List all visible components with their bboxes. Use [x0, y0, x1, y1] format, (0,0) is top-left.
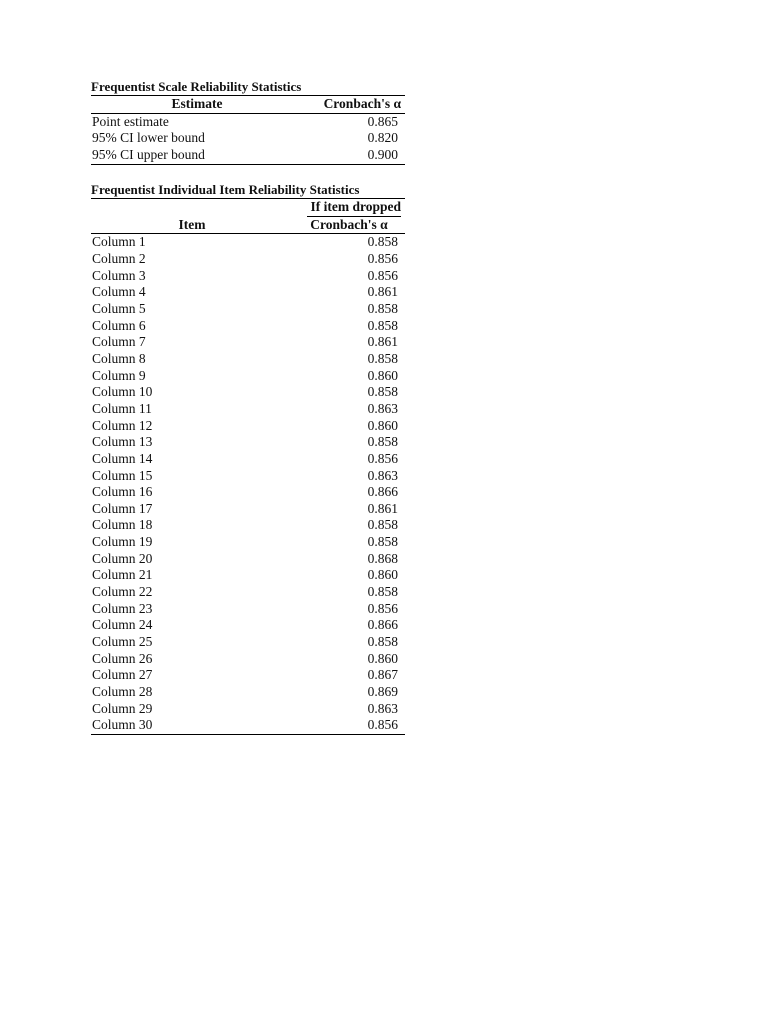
row-value: 0.865	[367, 113, 398, 129]
table-row	[91, 517, 405, 534]
row-value: 0.820	[367, 130, 398, 146]
item-label: Column 18	[92, 517, 153, 533]
table-row	[91, 234, 405, 251]
table-row	[91, 130, 405, 147]
item-alpha-value: 0.860	[367, 650, 398, 666]
table-row	[91, 351, 405, 368]
item-alpha-value: 0.863	[367, 467, 398, 483]
item-alpha-value: 0.858	[367, 350, 398, 366]
table-row	[91, 717, 405, 734]
item-alpha-value: 0.861	[367, 500, 398, 516]
item-alpha-value: 0.866	[367, 617, 398, 633]
item-label: Column 15	[92, 467, 153, 483]
scale-table-title: Frequentist Scale Reliability Statistics	[91, 79, 302, 94]
table-row	[91, 634, 405, 651]
item-table-body	[91, 234, 405, 735]
group-header-label: If item dropped	[307, 199, 401, 217]
item-reliability-table	[91, 182, 405, 735]
scale-reliability-table	[91, 79, 405, 165]
item-alpha-value: 0.858	[367, 534, 398, 550]
item-label: Column 6	[92, 317, 146, 333]
item-label: Column 10	[92, 384, 153, 400]
item-alpha-value: 0.860	[367, 417, 398, 433]
item-alpha-value: 0.861	[367, 334, 398, 350]
row-label: Point estimate	[92, 113, 169, 129]
item-label: Column 8	[92, 350, 146, 366]
item-alpha-value: 0.860	[367, 567, 398, 583]
item-alpha-value: 0.856	[367, 450, 398, 466]
header-cronbach-alpha: Cronbach's α	[293, 217, 405, 234]
row-value: 0.900	[303, 147, 405, 164]
item-label: Column 1	[92, 234, 146, 250]
item-table-title: Frequentist Individual Item Reliability Statistics	[91, 182, 360, 197]
table-row	[91, 147, 405, 164]
item-alpha-value: 0.856	[293, 717, 405, 734]
table-row	[91, 667, 405, 684]
item-label: Column 7	[92, 334, 146, 350]
item-table-header-row	[91, 217, 405, 234]
row-label: 95% CI upper bound	[91, 147, 303, 164]
table-row	[91, 651, 405, 668]
table-row	[91, 567, 405, 584]
scale-table-grid	[91, 95, 405, 165]
table-row	[91, 284, 405, 301]
table-row	[91, 501, 405, 518]
table-row	[91, 334, 405, 351]
item-label: Column 16	[92, 484, 153, 500]
table-row	[91, 551, 405, 568]
item-label: Column 26	[92, 650, 153, 666]
item-label: Column 24	[92, 617, 153, 633]
item-alpha-value: 0.863	[367, 700, 398, 716]
item-label: Column 27	[92, 667, 153, 683]
row-label: 95% CI lower bound	[92, 130, 205, 146]
item-label: Column 22	[92, 584, 153, 600]
table-row	[91, 384, 405, 401]
table-row	[91, 251, 405, 268]
item-alpha-value: 0.868	[367, 550, 398, 566]
item-alpha-value: 0.858	[367, 584, 398, 600]
table-row	[91, 684, 405, 701]
item-label: Column 12	[92, 417, 153, 433]
item-label: Column 14	[92, 450, 153, 466]
item-alpha-value: 0.858	[367, 517, 398, 533]
item-label: Column 29	[92, 700, 153, 716]
item-alpha-value: 0.869	[367, 684, 398, 700]
item-label: Column 5	[92, 300, 146, 316]
item-alpha-value: 0.856	[367, 600, 398, 616]
table-row	[91, 301, 405, 318]
item-table-grid	[91, 198, 405, 735]
item-label: Column 21	[92, 567, 153, 583]
item-label: Column 9	[92, 367, 146, 383]
item-table-group-header-row	[91, 199, 405, 217]
item-alpha-value: 0.856	[367, 250, 398, 266]
item-alpha-value: 0.858	[367, 300, 398, 316]
item-label: Column 17	[92, 500, 153, 516]
item-label: Column 2	[92, 250, 146, 266]
table-row	[91, 318, 405, 335]
item-alpha-value: 0.861	[367, 284, 398, 300]
table-row	[91, 434, 405, 451]
table-row	[91, 468, 405, 485]
table-row	[91, 484, 405, 501]
item-alpha-value: 0.858	[367, 317, 398, 333]
item-alpha-value: 0.860	[367, 367, 398, 383]
item-label: Column 19	[92, 534, 153, 550]
item-alpha-value: 0.856	[367, 267, 398, 283]
item-alpha-value: 0.863	[367, 400, 398, 416]
item-alpha-value: 0.858	[367, 634, 398, 650]
table-row	[91, 584, 405, 601]
item-label: Column 11	[92, 400, 152, 416]
item-label: Column 28	[92, 684, 153, 700]
item-label: Column 20	[92, 550, 153, 566]
item-label: Column 4	[92, 284, 146, 300]
header-spacer	[91, 199, 293, 217]
item-label: Column 3	[92, 267, 146, 283]
table-row	[91, 451, 405, 468]
item-label: Column 13	[92, 434, 153, 450]
scale-table-header-row	[91, 96, 405, 114]
table-row	[91, 113, 405, 130]
table-row	[91, 268, 405, 285]
header-cronbach-alpha: Cronbach's α	[303, 96, 405, 114]
table-row	[91, 701, 405, 718]
item-alpha-value: 0.858	[367, 234, 398, 250]
table-row	[91, 601, 405, 618]
item-alpha-value: 0.866	[367, 484, 398, 500]
table-row	[91, 617, 405, 634]
item-label: Column 23	[92, 600, 153, 616]
item-alpha-value: 0.858	[367, 434, 398, 450]
header-if-item-dropped	[293, 199, 405, 217]
item-alpha-value: 0.858	[367, 384, 398, 400]
table-row	[91, 368, 405, 385]
table-row	[91, 401, 405, 418]
table-row	[91, 418, 405, 435]
table-row	[91, 534, 405, 551]
header-estimate: Estimate	[91, 96, 303, 114]
item-label: Column 30	[91, 717, 293, 734]
header-item: Item	[91, 217, 293, 234]
item-alpha-value: 0.867	[367, 667, 398, 683]
item-label: Column 25	[92, 634, 153, 650]
